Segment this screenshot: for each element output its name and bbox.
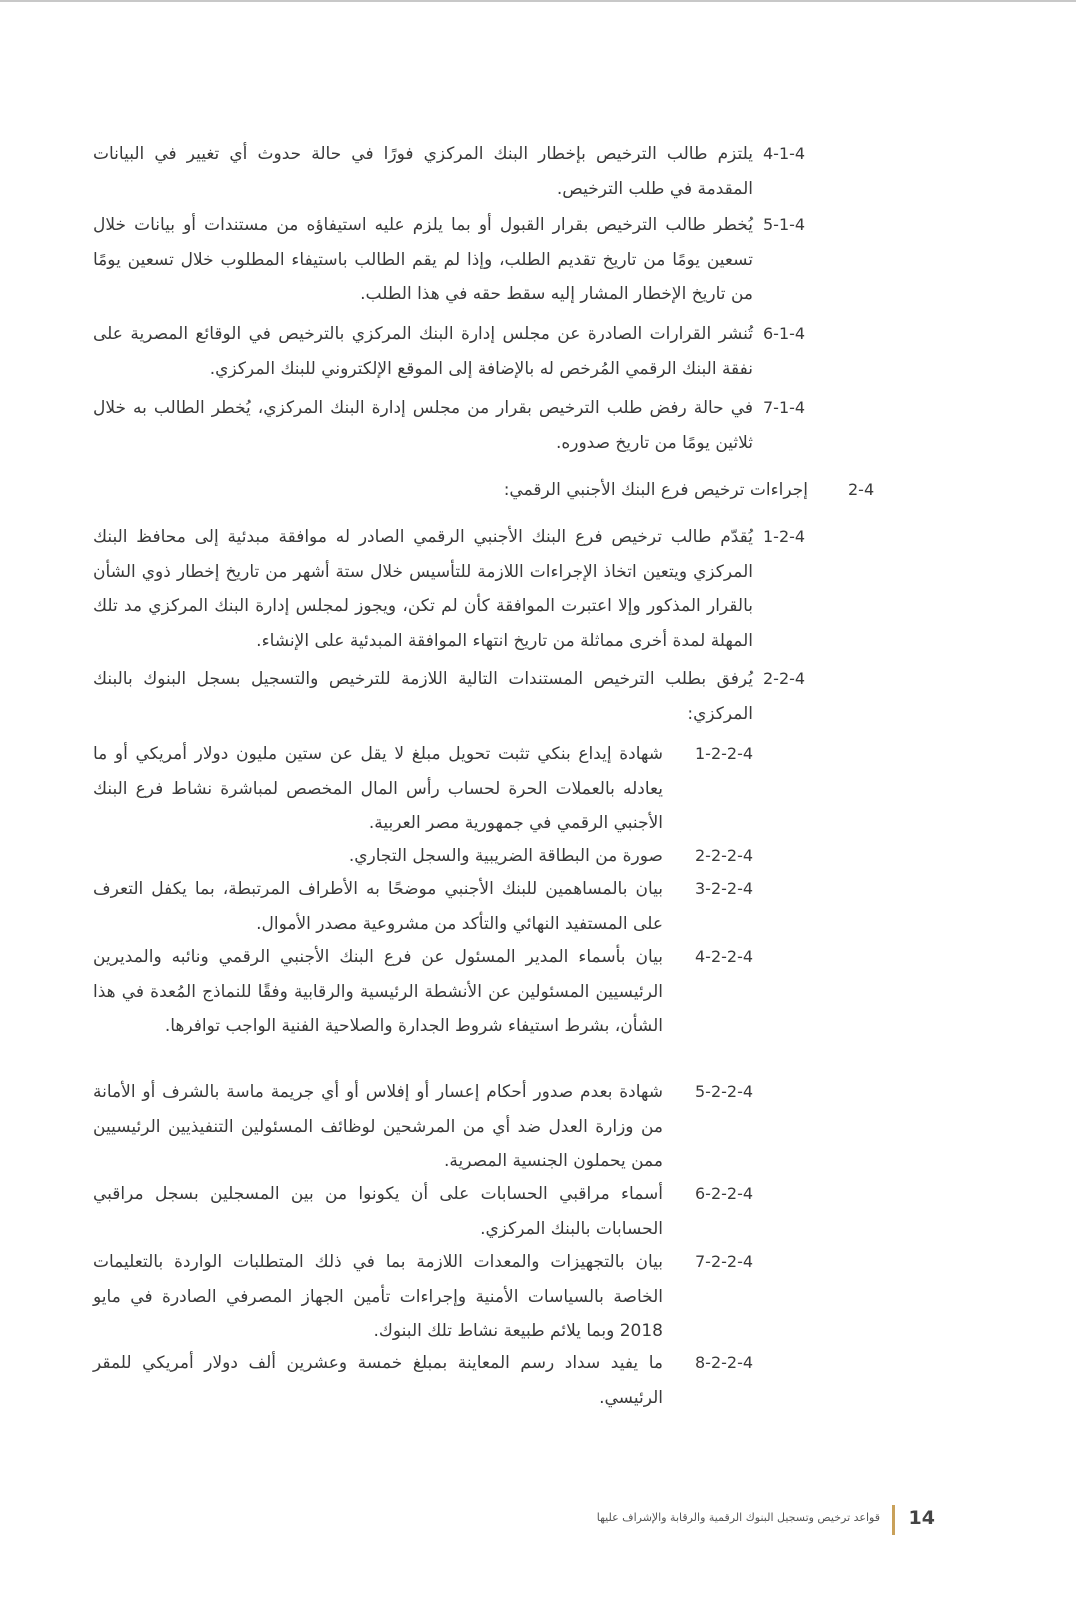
clause-4-1-4	[93, 137, 808, 207]
clause-7-2-2-4	[93, 1245, 755, 1349]
page-number: 14	[908, 1507, 935, 1529]
clause-text: يُخطر طالب الترخيص بقرار القبول أو بما يلزم عليه استيفاؤه من مستندات أو بيانات خلال تسعين يومًا من تاريخ تقديم الطلب، وإذا لم يقم الطالب باستيفاء المطلوب خلال تسعين يومًا من تاريخ الإخطار المشار إليه سقط حقه في هذا الطلب.	[93, 215, 753, 304]
clause-number: 8-2-2-4	[695, 1353, 754, 1372]
clause-2-2-2-4	[93, 839, 755, 874]
clause-number: 1-2-2-4	[695, 744, 754, 763]
clause-number: 6-1-4	[763, 324, 806, 343]
clause-number: 4-1-4	[763, 144, 806, 163]
clause-5-2-2-4	[93, 1075, 755, 1179]
clause-6-2-2-4	[93, 1177, 755, 1247]
footer-divider	[892, 1505, 895, 1535]
clause-7-1-4	[93, 391, 808, 461]
section-title: إجراءات ترخيص فرع البنك الأجنبي الرقمي:	[503, 480, 808, 500]
clause-text: يُرفق بطلب الترخيص المستندات التالية اللازمة للترخيص والتسجيل بسجل البنوك بالبنك المركزي:	[93, 669, 753, 724]
clause-1-2-2-4	[93, 737, 755, 841]
clause-text: ما يفيد سداد رسم المعاينة بمبلغ خمسة وعشرين ألف دولار أمريكي للمقر الرئيسي.	[93, 1353, 663, 1408]
clause-text: يُقدّم طالب ترخيص فرع البنك الأجنبي الرقمي الصادر له موافقة مبدئية إلى محافظ البنك المركزي ويتعين اتخاذ الإجراءات اللازمة للتأسيس خلال ستة أشهر من تاريخ إخطار ذوي الشأن بالقرار المذكور وإلا اعتبرت الموافقة كأن لم تكن، ويجوز لمجلس إدارة البنك المركزي مد تلك المهلة لمدة أخرى مماثلة من تاريخ انتهاء الموافقة المبدئية على الإنشاء.	[93, 527, 753, 651]
clause-number: 7-1-4	[763, 398, 806, 417]
clause-number: 5-2-2-4	[695, 1082, 754, 1101]
clause-number: 2-2-2-4	[695, 846, 754, 865]
page-footer	[560, 1505, 940, 1535]
section-2-4	[400, 473, 878, 509]
clause-text: صورة من البطاقة الضريبية والسجل التجاري.	[348, 846, 663, 866]
clause-5-1-4	[93, 208, 808, 312]
footer-title: قواعد ترخيص وتسجيل البنوك الرقمية والرقابة والإشراف عليها	[596, 1511, 880, 1524]
clause-number: 4-2-2-4	[695, 947, 754, 966]
clause-number: 6-2-2-4	[695, 1184, 754, 1203]
clause-text: شهادة بعدم صدور أحكام إعسار أو إفلاس أو أي جريمة ماسة بالشرف أو الأمانة من وزارة العدل ضد أي من المرشحين لوظائف المسئولين التنفيذيين الرئيسيين ممن يحملون الجنسية المصرية.	[93, 1082, 663, 1171]
clause-number: 2-2-4	[763, 669, 806, 688]
clause-8-2-2-4	[93, 1346, 755, 1416]
clause-text: أسماء مراقبي الحسابات على أن يكونوا من بين المسجلين بسجل مراقبي الحسابات بالبنك المركزي.	[93, 1184, 663, 1239]
section-number: 2-4	[848, 480, 875, 499]
clause-2-2-4	[93, 662, 808, 732]
clause-text: بيان بالتجهيزات والمعدات اللازمة بما في ذلك المتطلبات الواردة بالتعليمات الخاصة بالسياسات الأمنية وإجراءات تأمين الجهاز المصرفي الصادرة في مايو 2018 وبما يلائم طبيعة نشاط تلك البنوك.	[93, 1252, 663, 1341]
clause-4-2-2-4	[93, 940, 755, 1078]
clause-number: 5-1-4	[763, 215, 806, 234]
clause-text: بيان بالمساهمين للبنك الأجنبي موضحًا به الأطراف المرتبطة، بما يكفل التعرف على المستفيد النهائي والتأكد من مشروعية مصدر الأموال.	[93, 879, 663, 934]
clause-number: 3-2-2-4	[695, 879, 754, 898]
clause-text: شهادة إيداع بنكي تثبت تحويل مبلغ لا يقل عن ستين مليون دولار أمريكي أو ما يعادله بالعملات الحرة لحساب رأس المال المخصص لمباشرة نشاط فرع البنك الأجنبي الرقمي في جمهورية مصر العربية.	[93, 744, 663, 833]
clause-text: في حالة رفض طلب الترخيص بقرار من مجلس إدارة البنك المركزي، يُخطر الطالب به خلال ثلاثين يومًا من تاريخ صدوره.	[93, 398, 753, 453]
clause-text: يلتزم طالب الترخيص بإخطار البنك المركزي فورًا في حالة حدوث أي تغيير في البيانات المقدمة في طلب الترخيص.	[93, 144, 753, 199]
clause-1-2-4	[93, 520, 808, 660]
clause-3-2-2-4	[93, 872, 755, 942]
clause-text: بيان بأسماء المدير المسئول عن فرع البنك الأجنبي الرقمي ونائبه والمديرين الرئيسيين المسئولين عن الأنشطة الرئيسية والرقابية وفقًا للنماذج المُعدة في هذا الشأن، بشرط استيفاء شروط الجدارة والصلاحية الفنية الواجب توافرها.	[93, 947, 663, 1036]
clause-text: تُنشر القرارات الصادرة عن مجلس إدارة البنك المركزي بالترخيص في الوقائع المصرية على نفقة البنك الرقمي المُرخص له بالإضافة إلى الموقع الإلكتروني للبنك المركزي.	[93, 324, 753, 379]
clause-number: 7-2-2-4	[695, 1252, 754, 1271]
clause-number: 1-2-4	[763, 527, 806, 546]
clause-6-1-4	[93, 317, 808, 387]
top-border	[0, 0, 1076, 2]
